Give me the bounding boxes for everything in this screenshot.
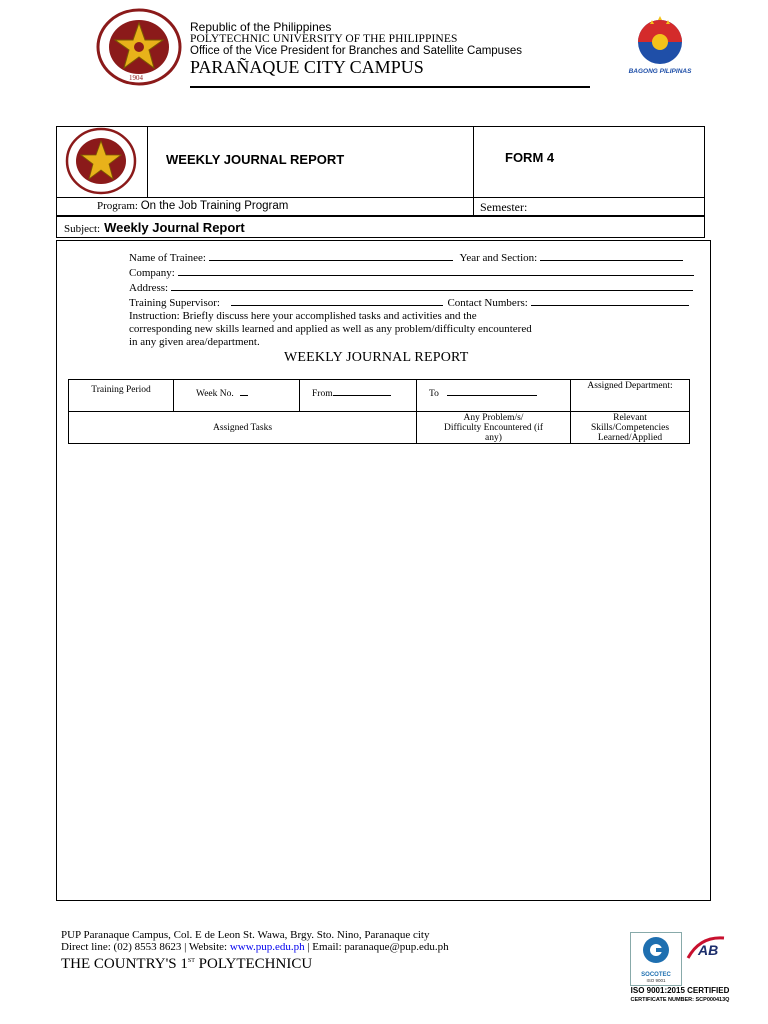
report-title: WEEKLY JOURNAL REPORT <box>284 350 469 365</box>
problems-line-1: Any Problem/s/ <box>463 413 524 423</box>
contact-label: Contact Numbers: <box>447 297 528 309</box>
week-no-cell[interactable] <box>174 380 300 412</box>
header-divider <box>190 86 590 88</box>
motto-sup: st <box>187 954 195 964</box>
company-input[interactable] <box>178 265 694 276</box>
socotec-iso: ISO 9001 <box>646 978 666 983</box>
contact-input[interactable] <box>531 295 689 306</box>
from-label: From <box>312 389 333 399</box>
address-row <box>129 280 709 295</box>
to-input[interactable] <box>447 385 537 396</box>
year-section-label: Year and Section: <box>459 252 538 264</box>
motto-part-a: THE COUNTRY'S 1 <box>61 956 188 972</box>
form-number: FORM 4 <box>505 150 555 165</box>
form-logo-cell <box>56 126 148 198</box>
supervisor-label: Training Supervisor: <box>129 297 220 309</box>
footer-address: PUP Paranaque Campus, Col. E de Leon St. Wawa, Brgy. Sto. Nino, Paranaque city <box>61 929 430 941</box>
iso-certified: ISO 9001:2015 CERTIFIED <box>630 986 730 995</box>
form-divider-h <box>148 197 705 198</box>
trainee-input[interactable] <box>209 250 453 261</box>
certificate-number: CERTIFICATE NUMBER: SCP000413Q <box>630 997 730 1003</box>
form-divider-v <box>473 126 474 216</box>
instruction-3: in any given area/department. <box>129 336 260 348</box>
to-cell[interactable] <box>417 380 571 412</box>
footer-website-link[interactable]: www.pup.edu.ph <box>229 941 305 953</box>
subject-value: Weekly Journal Report <box>104 220 245 235</box>
header-line-2: POLYTECHNIC UNIVERSITY OF THE PHILIPPINES <box>190 33 458 45</box>
skills-line-1: Relevant <box>613 413 647 423</box>
pup-seal <box>96 8 182 86</box>
seal-year: 1904 <box>129 74 143 82</box>
assigned-dept-label: Assigned Department: <box>587 381 673 391</box>
instruction-1: Instruction: Briefly discuss here your accomplished tasks and activities and the <box>129 310 477 322</box>
problems-line-3: any) <box>485 433 502 443</box>
from-cell[interactable] <box>300 380 417 412</box>
footer-direct-line: Direct line: (02) 8553 8623 | Website: <box>61 941 228 953</box>
training-period-cell <box>69 380 174 412</box>
motto-part-b: POLYTECHNICU <box>194 956 313 972</box>
from-input[interactable] <box>333 385 391 396</box>
program-label: Program: <box>97 200 138 212</box>
footer-email: | Email: paranaque@pup.edu.ph <box>307 941 449 953</box>
assigned-dept-cell[interactable] <box>571 380 690 412</box>
pup-seal-small-icon <box>57 127 145 195</box>
program-row <box>97 200 288 212</box>
socotec-icon <box>631 933 681 967</box>
assigned-tasks-header <box>69 412 417 444</box>
program-value: On the Job Training Program <box>140 200 289 212</box>
assigned-tasks-label: Assigned Tasks <box>212 422 273 433</box>
skills-header <box>571 412 690 444</box>
to-label: To <box>429 389 439 399</box>
week-no-input[interactable] <box>240 385 248 396</box>
header-line-1: Republic of the Philippines <box>190 20 332 34</box>
socotec-text: SOCOTEC <box>641 972 671 978</box>
address-input[interactable] <box>171 280 693 291</box>
company-row <box>129 265 709 280</box>
semester-label: Semester: <box>480 200 528 214</box>
skills-line-2: Skills/Competencies <box>590 423 670 433</box>
header-line-3: Office of the Vice President for Branches and Satellite Campuses <box>190 45 522 57</box>
supervisor-row <box>129 295 709 310</box>
bagong-pilipinas-logo <box>622 14 698 76</box>
form-title: WEEKLY JOURNAL REPORT <box>166 152 345 167</box>
training-period-label: Training Period <box>91 385 151 395</box>
footer-motto <box>61 954 312 973</box>
instruction-2: corresponding new skills learned and applied as well as any problem/difficulty encountered <box>129 323 532 335</box>
footer-contact-line <box>61 941 449 953</box>
ab-badge <box>684 932 730 984</box>
bagong-pilipinas-text: BAGONG PILIPINAS <box>628 68 692 75</box>
campus-title: PARAÑAQUE CITY CAMPUS <box>190 57 424 77</box>
fields-block <box>129 250 709 349</box>
subject-label: Subject: <box>64 223 101 235</box>
subject-line <box>64 219 245 237</box>
address-label: Address: <box>129 282 169 294</box>
year-section-input[interactable] <box>540 250 683 261</box>
company-label: Company: <box>129 267 175 279</box>
week-no-label: Week No. <box>196 389 234 399</box>
problems-line-2: Difficulty Encountered (if <box>443 423 543 433</box>
trainee-row <box>129 250 709 265</box>
ab-text: AB <box>698 942 719 958</box>
supervisor-input[interactable] <box>231 295 443 306</box>
trainee-label: Name of Trainee: <box>129 252 206 264</box>
skills-line-3: Learned/Applied <box>597 433 663 443</box>
problems-header <box>417 412 571 444</box>
journal-table <box>68 379 690 444</box>
socotec-badge <box>630 932 682 986</box>
